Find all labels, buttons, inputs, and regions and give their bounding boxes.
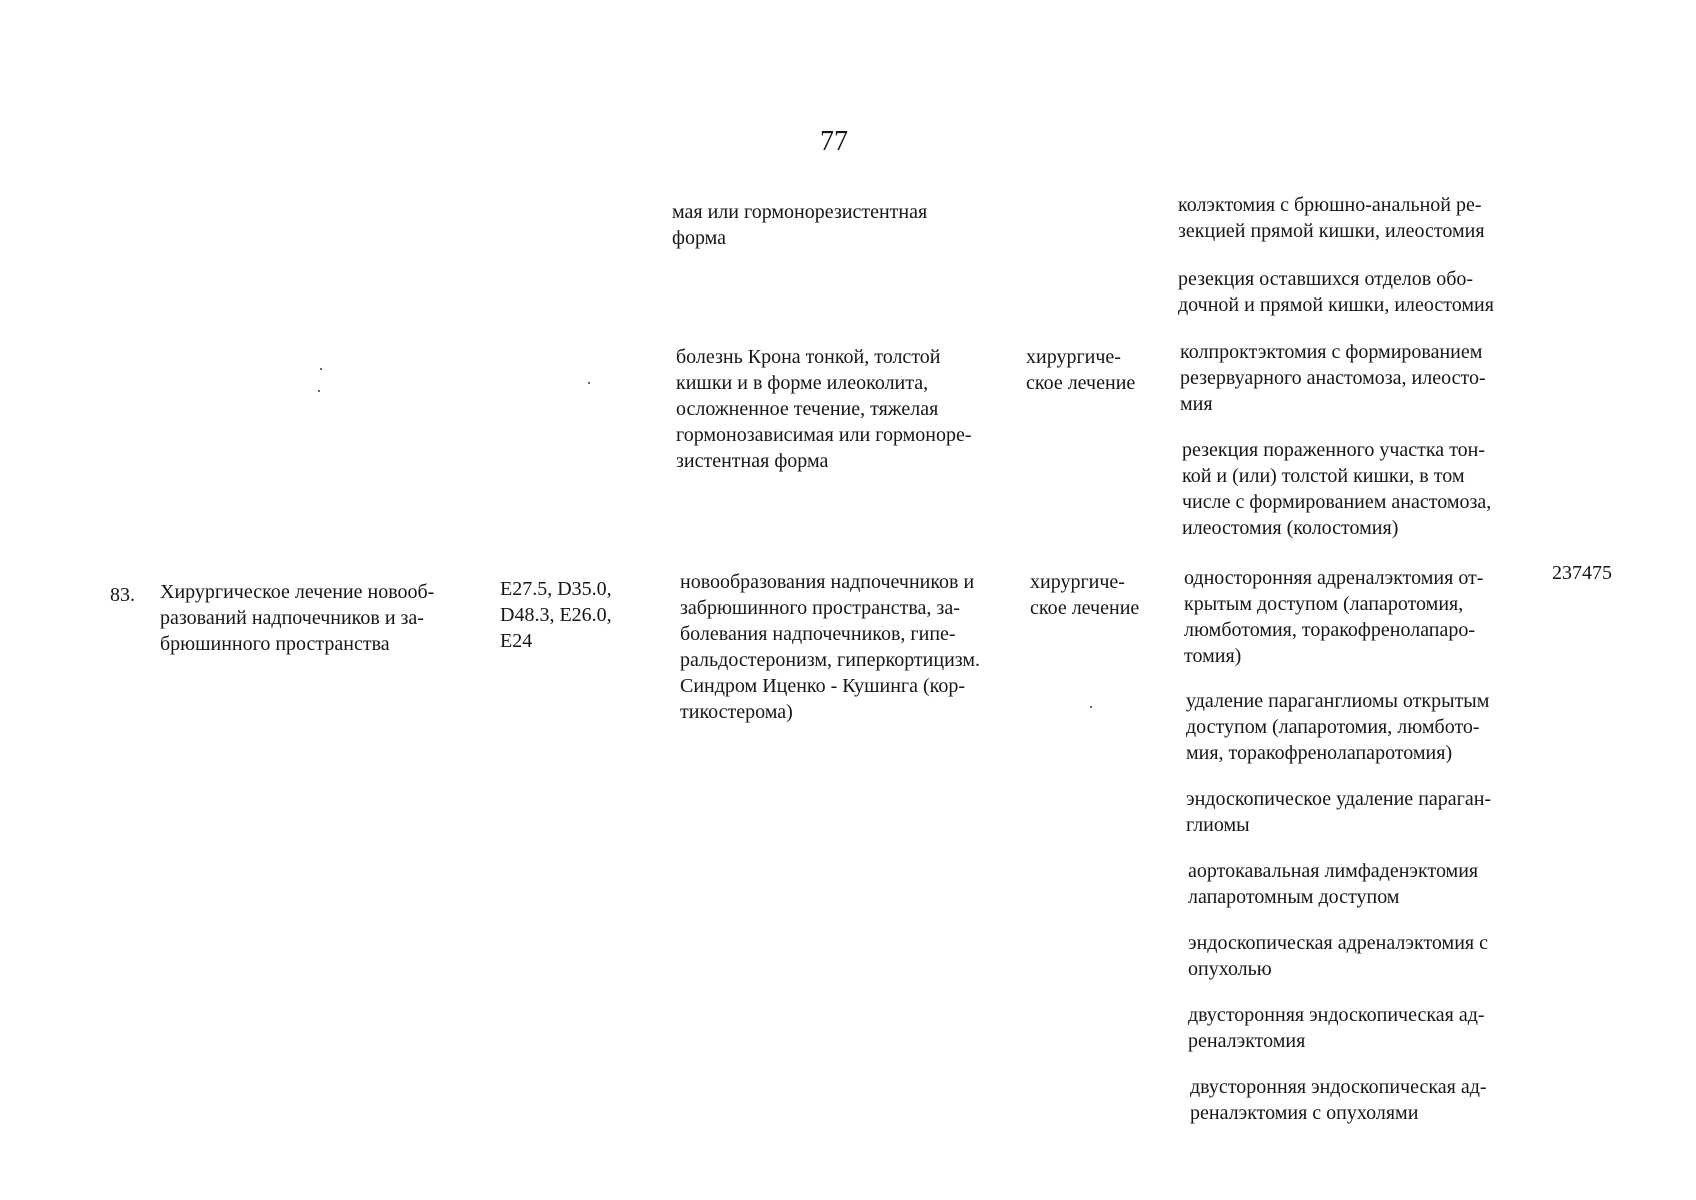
- text-line: люмботомия, торакофренолапаро-: [1184, 619, 1476, 641]
- text-line: гормонозависимая или гормоноре-: [676, 424, 972, 446]
- row-83-cost: 237475: [1552, 562, 1612, 584]
- text-line: E27.5, D35.0,: [500, 578, 612, 600]
- text-line: резервуарного анастомоза, илеосто-: [1180, 367, 1486, 389]
- text-line: дочной и прямой кишки, илеостомия: [1178, 294, 1494, 316]
- text-line: доступом (лапаротомия, люмбото-: [1186, 716, 1480, 738]
- text-line: болевания надпочечников, гипе-: [680, 623, 956, 645]
- text-line: ское лечение: [1030, 597, 1140, 619]
- text-line: двусторонняя эндоскопическая ад-: [1188, 1004, 1485, 1026]
- text-line: кой и (или) толстой кишки, в том: [1182, 465, 1465, 487]
- text-line: двусторонняя эндоскопическая ад-: [1190, 1076, 1487, 1098]
- scan-speck: [318, 390, 320, 392]
- text-line: глиомы: [1186, 814, 1250, 836]
- text-line: аортокавальная лимфаденэктомия: [1188, 860, 1479, 882]
- text-line: Синдром Иценко - Кушинга (кор-: [680, 675, 966, 697]
- row-number: 83.: [110, 584, 135, 606]
- text-line: реналэктомия: [1188, 1030, 1306, 1052]
- text-line: илеостомия (колостомия): [1182, 517, 1399, 539]
- text-line: колэктомия с брюшно-анальной ре-: [1178, 194, 1482, 216]
- text-line: мия, торакофренолапаротомия): [1186, 742, 1453, 764]
- text-line: ское лечение: [1026, 372, 1136, 394]
- text-line: удаление параганглиомы открытым: [1186, 690, 1490, 712]
- text-line: форма: [672, 227, 727, 249]
- text-line: односторонняя адреналэктомия от-: [1184, 567, 1484, 589]
- scan-speck: [588, 382, 590, 384]
- text-line: новообразования надпочечников и: [680, 571, 975, 593]
- page-number: 77: [820, 126, 848, 157]
- text-line: колпроктэктомия с формированием: [1180, 341, 1483, 363]
- scan-speck: [320, 368, 322, 370]
- text-line: забрюшинного пространства, за-: [680, 597, 960, 619]
- text-line: мия: [1180, 393, 1213, 415]
- text-line: болезнь Крона тонкой, толстой: [676, 346, 941, 368]
- text-line: разований надпочечников и за-: [160, 607, 424, 629]
- text-line: резекция пораженного участка тон-: [1182, 439, 1486, 461]
- text-line: лапаротомным доступом: [1188, 886, 1400, 908]
- text-line: резекция оставшихся отделов обо-: [1178, 268, 1474, 290]
- text-line: числе с формированием анастомоза,: [1182, 491, 1492, 513]
- text-line: тикостерома): [680, 701, 793, 723]
- text-line: ральдостеронизм, гиперкортицизм.: [680, 649, 981, 671]
- scan-speck: [1090, 706, 1092, 708]
- text-line: хирургиче-: [1026, 346, 1121, 368]
- text-line: Хирургическое лечение новооб-: [160, 581, 435, 603]
- text-line: E24: [500, 630, 533, 652]
- text-line: реналэктомия с опухолями: [1190, 1102, 1419, 1124]
- text-line: осложненное течение, тяжелая: [676, 398, 939, 420]
- text-line: D48.3, E26.0,: [500, 604, 612, 626]
- text-line: эндоскопическая адреналэктомия с: [1188, 932, 1488, 954]
- text-line: мая или гормонорезистентная: [672, 201, 928, 223]
- text-line: крытым доступом (лапаротомия,: [1184, 593, 1464, 615]
- text-line: брюшинного пространства: [160, 633, 390, 655]
- text-line: зистентная форма: [676, 450, 829, 472]
- text-line: зекцией прямой кишки, илеостомия: [1178, 220, 1485, 242]
- text-line: кишки и в форме илеоколита,: [676, 372, 929, 394]
- text-line: томия): [1184, 645, 1242, 667]
- text-line: эндоскопическое удаление параган-: [1186, 788, 1492, 810]
- text-line: хирургиче-: [1030, 571, 1125, 593]
- text-line: опухолью: [1188, 958, 1272, 980]
